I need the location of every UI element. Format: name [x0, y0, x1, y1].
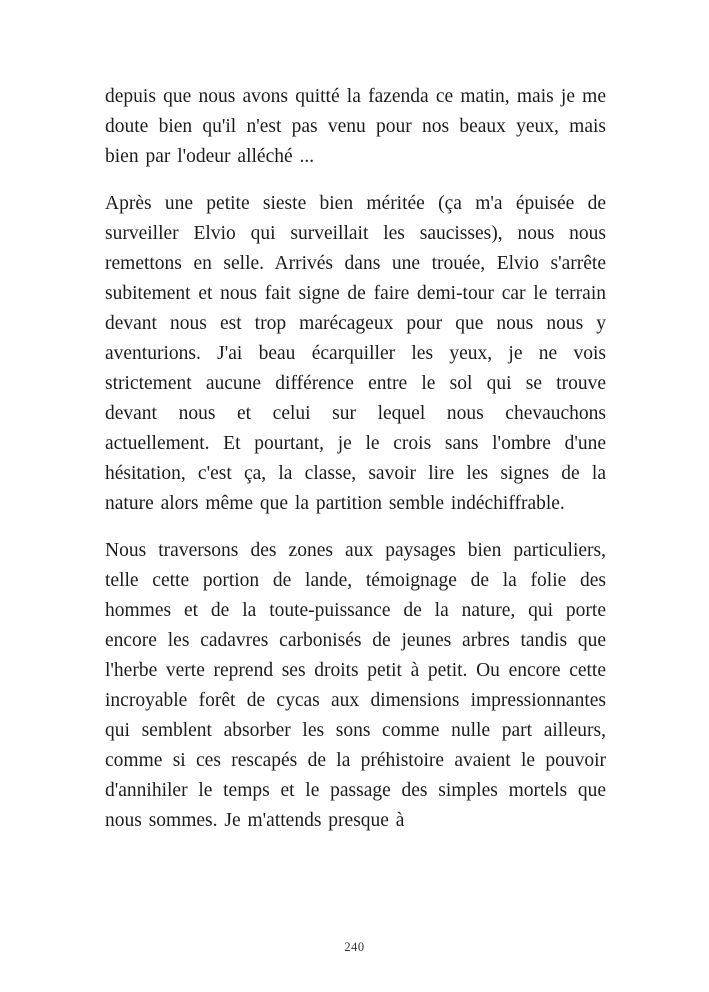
paragraph-continuation: depuis que nous avons quitté la fazenda ce matin, mais je me doute bien qu'il n'est pas venu pour nos beaux yeux, mais bien par l'odeur alléché ... — [105, 86, 606, 167]
page-footer — [0, 938, 709, 956]
page-text-block — [105, 82, 606, 853]
paragraph: Nous traversons des zones aux paysages bien particuliers, telle cette portion de lande, témoignage de la folie des hommes et de la toute-puissance de la nature, qui porte encore les cadavres carbonisés de jeunes arbres tandis que l'herbe verte reprend ses droits petit à petit. Ou encore cette incroyable forêt de cycas aux dimensions impressionnantes qui semblent absorber les sons comme nulle part ailleurs, comme si ces rescapés de la préhistoire avaient le pouvoir d'annihiler le temps et le passage des simples mortels que nous sommes. Je m'attends presque à — [105, 540, 606, 831]
page-number: 240 — [344, 940, 365, 954]
paragraph: Après une petite sieste bien méritée (ça m'a épuisée de surveiller Elvio qui surveillait les saucisses), nous nous remettons en selle. Arrivés dans une trouée, Elvio s'arrête subitement et nous fait signe de faire demi-tour car le terrain devant nous est trop marécageux pour que nous nous y aventurions. J'ai beau écarquiller les yeux, je ne vois strictement aucune différence entre le sol qui se trouve devant nous et celui sur lequel nous chevauchons actuellement. Et pourtant, je le crois sans l'ombre d'une hésitation, c'est ça, la classe, savoir lire les signes de la nature alors même que la partition semble indéchiffrable. — [105, 193, 606, 514]
